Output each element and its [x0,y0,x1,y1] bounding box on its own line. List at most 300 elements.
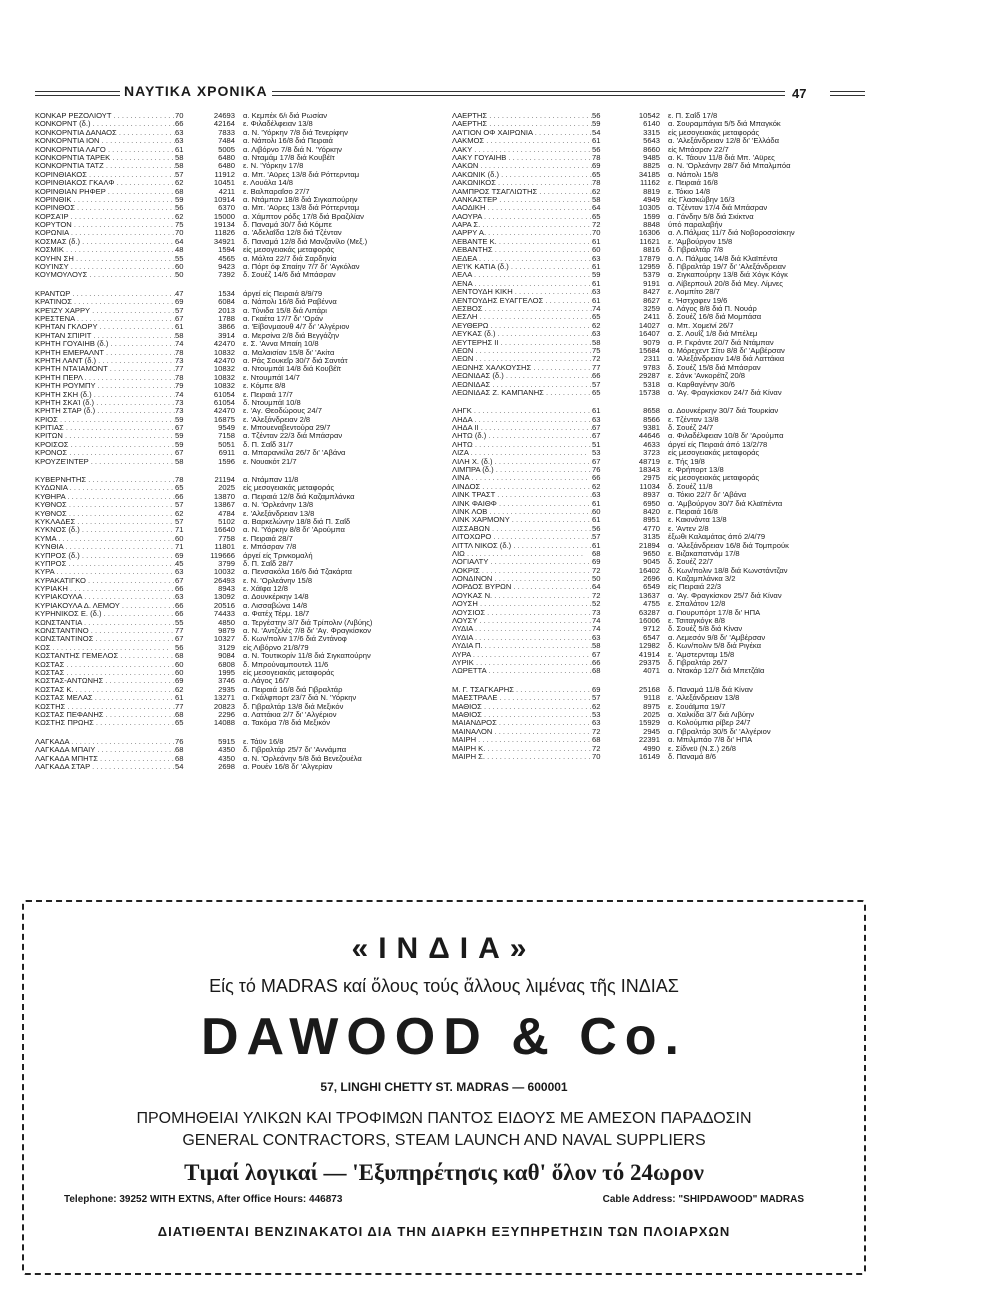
ship-tonnage: 8943 [218,585,235,594]
ship-name: Μ. Γ. ΤΣΑΓΚΑΡΗΣ . . . [452,686,592,694]
ship-tonnage: 6140 [643,120,660,129]
ship-name: ΛΕΩΝΙΔΑΣ . . . [452,381,592,389]
ship-year: 76 [592,466,601,475]
ship-row [452,432,872,440]
ship-status: ε. Φιλαδέλφειαν 13/8 [243,120,313,129]
ship-tonnage: 15000 [213,212,235,221]
ship-name: ΚΟΥΗΝ ΣΗ . . . [35,255,175,263]
ship-tonnage: 48719 [638,457,660,466]
ship-name: ΚΡΙΤΙΑΣ . . . [35,424,175,432]
ship-status: δ. Π. Σαΐδ 28/7 [243,559,294,568]
ship-row [452,238,872,246]
ship-tonnage: 2025 [643,710,660,719]
ship-year: 53 [592,449,601,458]
ship-status: ε. Χάϊφα 12/8 [243,585,288,594]
ship-row [452,508,872,516]
ship-row [452,389,872,397]
ship-tonnage: 1788 [218,314,235,323]
ship-name: ΜΑΘΙΟΣ . . . [452,711,592,719]
ship-name: ΛΙΛΗ Χ. (δ.) . . . [452,458,592,466]
ship-tonnage: 44646 [638,432,660,441]
ship-year: 58 [592,338,601,347]
ship-name: ΜΑΙΡΗ Κ. . . . [452,745,592,753]
ship-tonnage: 1596 [218,457,235,466]
ship-status: είς Γλασκώβην 16/3 [668,195,735,204]
ship-row [35,255,430,263]
ship-row [452,753,872,761]
ship-year: 69 [592,685,601,694]
ship-name: ΛΕΩΝΙΔΑΣ Ζ. ΚΑΜΠΑΝΗΣ . . . [452,389,592,397]
ship-tonnage: 5051 [218,440,235,449]
ship-row [35,315,430,323]
ship-name: ΚΟΝΚΟΡΝΤΙΑ ΔΑΝΑΟΣ . . . [35,129,175,137]
ship-status: α. Φιλαδέλφειαν 10/8 δι' 'Αρούμπα [668,432,784,441]
ship-name: ΚΩΣ . . . [35,644,175,652]
ship-row [452,171,872,179]
ship-year: 62 [175,509,184,518]
ship-year: 64 [592,583,601,592]
ship-name: ΚΡΗΤΗ ΛΑΝΤ (δ.) . . . [35,357,175,365]
ship-year: 59 [175,195,184,204]
ship-tonnage: 9423 [218,263,235,272]
ship-row [452,686,872,694]
ship-row [35,374,430,382]
header-rule-right [830,91,865,92]
ship-list-right-column [452,112,872,771]
ship-name: ΚΥΡΙΑΚΟΥΛΑ . . . [35,593,175,601]
ship-year: 61 [175,694,184,703]
ship-name: ΛΑΟΔΙΚΗ . . . [452,204,592,212]
ship-row [452,642,872,650]
ship-year: 68 [592,549,601,558]
ship-name: ΛΕΥΤΕΡΗΣ ΙΙ . . . [452,339,592,347]
ship-name: ΛΑΚΩΝΙΚΟΣ . . . [452,179,592,187]
ship-year: 61 [592,296,601,305]
ship-tonnage: 2945 [643,727,660,736]
ship-name: ΚΟΣΜΙΚ . . . [35,246,175,254]
ship-tonnage: 9650 [643,549,660,558]
ship-tonnage: 6084 [218,298,235,307]
header-rule-left-2 [35,95,121,96]
ship-tonnage: 10832 [213,382,235,391]
ship-row [35,568,430,576]
ship-row [452,525,872,533]
ship-tonnage: 3315 [643,128,660,137]
ship-year: 61 [592,137,601,146]
ship-tonnage: 4071 [643,667,660,676]
ship-tonnage: 7833 [218,128,235,137]
ship-year: 72 [592,727,601,736]
ship-status: ε. 'Αγ. Θεοδώρους 24/7 [243,407,322,416]
ship-status: είς Λιβόρνο 21/8/79 [243,643,309,652]
ship-row [452,575,872,583]
ship-tonnage: 42164 [213,120,235,129]
ship-status: α. Πειραιά 12/8 διά Καζαμπλάνκα [243,492,355,501]
ship-name: ΚΡΕΣΤΕΝΑ . . . [35,315,175,323]
ship-year: 62 [175,685,184,694]
ship-tonnage: 12982 [638,642,660,651]
ship-tonnage: 4770 [643,524,660,533]
ship-year: 68 [175,652,184,661]
ship-tonnage: 16407 [638,330,660,339]
ship-status: α. Λεμεσόν 9/8 δι' 'Αμβέρσαν [668,633,766,642]
ship-year: 57 [175,306,184,315]
ship-name: ΚΡΗΤΑΝ ΣΠΙΡΙΤ . . . [35,332,175,340]
ship-status: ε. Νουακότ 21/7 [243,457,297,466]
ship-year: 60 [592,507,601,516]
ship-year: 57 [175,501,184,510]
ship-tonnage: 8825 [643,162,660,171]
ship-year: 56 [592,145,601,154]
ship-year: 69 [592,558,601,567]
ship-status: α. Χαλκίδα 3/7 διά Λιβύην [668,710,755,719]
ship-status: α. Γιβραλτάρ 30/5 δι' 'Αλγέριον [668,727,771,736]
ship-tonnage: 13637 [638,591,660,600]
ship-status: α. Τζένταν 17/4 διά Μπάσραν [668,204,768,213]
ship-name: ΛΙΝΑ . . . [452,474,592,482]
ship-row [452,204,872,212]
ship-status: α. Μόρεχεντ Σίτυ 8/8 δι' 'Αμβέρσαν [668,346,785,355]
ship-row [35,738,430,746]
ship-status: α. Χάμπτον ρόδς 17/8 διά Βραζιλίαν [243,212,364,221]
ship-row [452,416,872,424]
ship-year: 72 [592,566,601,575]
ship-status: ε. Σουάϊμπα 19/7 [668,702,726,711]
ship-year: 66 [592,474,601,483]
ship-row [452,592,872,600]
ship-name: ΚΥΝΘΙΑ . . . [35,543,175,551]
ship-name: ΛΑΚΩΝΙΚ (δ.) . . . [452,171,592,179]
ship-row [452,246,872,254]
ship-year: 72 [592,744,601,753]
ship-year: 58 [592,195,601,204]
ship-tonnage: 8848 [643,221,660,230]
ship-tonnage: 10832 [213,373,235,382]
ship-year: 66 [175,610,184,619]
ship-status: ε. Κακινάντα 13/8 [668,516,727,525]
ship-status: α. Ντάμπαν 11/8 [243,476,299,485]
ship-year: 67 [592,457,601,466]
ship-status: δ. Γιβραλτάρ 26/7 [668,659,728,667]
ship-name: ΛΑΚΥ ΓΟΥΑΙΗΒ . . . [452,154,592,162]
ship-status: α. Νταμάμ 17/8 διά Κουβέϊτ [243,153,335,162]
ship-row [452,466,872,474]
ship-name: ΚΡΗΤΗ ΝΤΑΊΑΜΟΝΤ . . . [35,365,175,373]
ship-group [35,738,430,772]
ship-name: ΚΩΣΤΑΣ . . . [35,661,175,669]
ship-year: 67 [175,314,184,323]
ship-row [35,552,430,560]
ship-row [35,146,430,154]
page-number: 47 [792,86,807,101]
ship-status: δ. Σουέζ 24/7 [668,424,714,433]
ship-row [35,686,430,694]
ship-status: ε. Τόκιο 14/8 [668,187,711,196]
ship-row [452,728,872,736]
ship-row [35,493,430,501]
ad-address: 57, LINGHI CHETTY ST. MADRAS — 600001 [320,1080,568,1094]
ship-year: 77 [175,365,184,374]
ship-year: 62 [175,212,184,221]
ship-tonnage: 7758 [218,534,235,543]
ship-group [35,476,430,728]
ship-row [452,347,872,355]
ship-name: ΚΩΣΤΗΣ . . . [35,703,175,711]
ship-tonnage: 10451 [213,179,235,188]
ship-row [35,332,430,340]
ship-year: 75 [592,346,601,355]
ship-row [35,449,430,457]
ship-status: α. Δουνκέρκην 30/7 διά Τουρκίαν [668,407,779,416]
ship-tonnage: 8627 [643,296,660,305]
ship-name: ΛΥΡΑ . . . [452,651,592,659]
ship-tonnage: 26493 [213,576,235,585]
ship-year: 67 [175,424,184,433]
ship-year: 74 [592,617,601,626]
ship-row [452,271,872,279]
ship-name: ΚΡΙΟΣ . . . [35,416,175,424]
ship-tonnage: 8816 [643,246,660,255]
ship-status: α. Τζένταν 22/3 διά Μπάσραν [243,432,343,441]
ship-year: 68 [175,746,184,755]
ship-row [35,484,430,492]
ship-year: 65 [175,719,184,728]
ship-tonnage: 2025 [218,484,235,493]
ship-status: α. Πενσακόλα 16/6 διά Τζακάρτα [243,568,352,577]
ship-row [35,669,430,677]
ship-status: α. Τόκιο 22/7 δι' 'Αβάνα [668,491,747,500]
ship-row [452,146,872,154]
ship-year: 61 [592,279,601,288]
ship-row [35,510,430,518]
ship-year: 64 [592,204,601,213]
ship-name: ΛΑΟΥΡΑ . . . [452,213,592,221]
ship-tonnage: 10305 [638,204,660,213]
ship-year: 65 [592,388,601,397]
ship-row [452,288,872,296]
ship-year: 67 [175,635,184,644]
ship-row [452,458,872,466]
ship-tonnage: 3799 [218,559,235,568]
ship-name: ΛΑΓΚΑΔΑ ΜΠΗΤΣ . . . [35,755,175,763]
ship-row [35,213,430,221]
ship-tonnage: 11162 [640,179,660,188]
ship-name: ΚΥΡΗΝΙΚΟΣ Ε. (δ.) . . . [35,610,175,618]
ship-status: είς Πειραιά 22/3 [668,583,722,592]
ship-name: ΚΩΣΤΑΣ-ΑΝΤΩΝΗΣ . . . [35,677,175,685]
ship-year: 61 [592,516,601,525]
ship-row [452,567,872,575]
ship-name: ΚΥΚΛΑΔΕΣ . . . [35,518,175,526]
ship-name: ΚΟΝΚΟΡΝΤΙΑ ΙΟΝ . . . [35,137,175,145]
ship-year: 70 [175,229,184,238]
ship-row [35,112,430,120]
ship-status: α. Ράς Σουκεΐρ 30/7 διά Σαντάτ [243,356,348,365]
ship-status: α. Μπ. Χομεϊνί 26/7 [668,321,734,330]
ship-name: ΛΙΝΚ ΦΑΙΘΦ . . . [452,500,592,508]
ship-year: 70 [175,112,184,120]
ship-status: α. Ν. 'Υόρκην 8/8 δι' 'Αρούμπα [243,526,345,535]
ship-year: 78 [175,476,184,485]
ship-row [35,694,430,702]
ship-tonnage: 4633 [643,440,660,449]
ship-row [452,229,872,237]
ship-year: 72 [592,355,601,364]
ship-status: δ. Σουέζ 5/8 διά Κίναν [668,625,743,634]
ship-status: α. Μπ. 'Αϋρες 13/8 διά Ρόττερνταμ [243,204,360,213]
ship-status: ε. Λουάλα 14/8 [243,179,293,188]
ship-name: ΛΙΤΤΛ ΝΙΚΟΣ (δ.) . . . [452,542,592,550]
page-header [35,80,865,104]
ship-status: δ. Παναμά 8/6 [668,752,716,761]
ship-status: δ. Κων/πολιν 18/8 διά Κωνστάντζαν [668,566,788,575]
ship-status: ε. Φρήπορτ 13/8 [668,466,724,475]
ship-status: ε. Βιζακαπατνάμ 17/8 [668,549,740,558]
ship-row [35,661,430,669]
header-rule-middle [270,91,785,92]
ship-year: 60 [592,246,601,255]
ship-name: ΛΟΓΙΑΛΤΥ . . . [452,558,592,566]
ship-tonnage: 9381 [643,424,660,433]
ship-name: ΛΗΤΩ . . . [452,441,592,449]
ship-year: 62 [592,702,601,711]
ship-name: ΚΩΣΤΑΝΤΗΣ ΓΕΜΕΛΟΣ . . . [35,652,175,660]
ship-tonnage: 63287 [638,608,660,617]
ship-year: 52 [592,600,601,609]
ship-name: ΛΕΩΝΙΔΑΣ (δ.) . . . [452,372,592,380]
ship-name: ΚΥΚΝΟΣ (δ.) . . . [35,526,175,534]
ship-year: 60 [175,669,184,677]
ship-year: 67 [592,424,601,433]
ship-name: ΛΑΡΑ Σ. . . . [452,221,592,229]
ship-row [452,162,872,170]
ship-group [452,407,872,676]
ship-row [35,188,430,196]
ship-tonnage: 5379 [643,271,660,280]
ship-row [452,694,872,702]
ship-year: 67 [175,576,184,585]
ship-tonnage: 9118 [643,694,660,703]
ship-name: ΛΕΒΑΝΤΕ Κ. . . . [452,238,592,246]
ship-name: ΛΕΔΕΑ . . . [452,255,592,263]
ship-year: 65 [592,170,601,179]
ship-tonnage: 2696 [643,575,660,584]
ship-name: ΚΡΟΝΟΣ . . . [35,449,175,457]
ship-tonnage: 16875 [213,415,235,424]
ship-status: α. Γκάλφπορτ 23/7 διά Ν. 'Υόρκην [243,694,357,703]
ad-cable-address: Cable Address: "SHIPDAWOOD" MADRAS [602,1194,804,1205]
ship-status: α. Βαρκελώνην 18/8 διά Π. Σαΐδ [243,517,351,526]
ship-row [35,719,430,727]
ship-year: 72 [592,221,601,230]
ship-tonnage: 10542 [638,112,660,120]
ship-status: α. Τακόμα 7/8 διά Μεξικόν [243,719,331,728]
ship-status: α. Νάπολι 16/8 διά Πειραιά [243,137,333,146]
ship-name: ΚΡΑΝΤΩΡ . . . [35,290,175,298]
ship-tonnage: 7158 [218,432,235,441]
ship-year: 51 [592,440,601,449]
ship-status: ε. 'Ηστχαφεν 19/6 [668,296,728,305]
ship-year: 58 [175,457,184,466]
ship-year: 63 [592,330,601,339]
ship-name: ΛΩΡΕΤΤΑ . . . [452,667,592,675]
ship-status: α. Γκαέτα 17/7 δι' 'Οράν [243,314,323,323]
ship-status: ε. Σ. 'Αννα Μπαίη 10/8 [243,340,319,349]
ship-tonnage: 16402 [638,566,660,575]
ship-tonnage: 10832 [213,348,235,357]
ship-year: 65 [592,212,601,221]
ship-status: α. Φατέχ Τέρμ. 18/7 [243,610,310,619]
ship-name: ΛΙΜΠΡΑ (δ.) . . . [452,466,592,474]
ship-row [35,593,430,601]
ship-name: ΚΡΗΤΗ ΡΟΥΜΠΥ . . . [35,382,175,390]
ship-status: έξωθι Καλαμάτας άπό 2/4/79 [668,533,766,542]
ship-row [35,585,430,593]
ship-row [35,382,430,390]
ship-row [452,483,872,491]
ship-name: ΛΕΥΚΑΣ (δ.) . . . [452,330,592,338]
ship-tonnage: 29287 [638,372,660,381]
ship-tonnage: 2311 [643,355,660,364]
ship-tonnage: 16006 [638,617,660,626]
ship-year: 61 [592,499,601,508]
ship-tonnage: 1995 [218,669,235,677]
ship-year: 78 [175,348,184,357]
ship-name: ΜΑΙΡΗ Σ. . . . [452,753,592,761]
ship-name: ΛΟΡΔΟΣ ΒΥΡΩΝ . . . [452,583,592,591]
ship-row [452,703,872,711]
ship-row [452,280,872,288]
ship-status: α. Γιουρυπόρτ 17/8 δι' ΗΠΑ [668,608,761,617]
ship-name: ΛΙΝΔΟΣ . . . [452,483,592,491]
ship-row [35,129,430,137]
ship-row [452,424,872,432]
ship-name: ΚΟΡΙΝΘΙΚ . . . [35,196,175,204]
ship-status: ε. Μπάσραν 7/8 [243,543,297,552]
ship-status: δ. Σουέζ 16/8 διά Μομπάσα [668,313,762,322]
ship-name: ΜΑΙΝΑΛΟΝ . . . [452,728,592,736]
ship-name: ΛΕΩΝ . . . [452,347,592,355]
ship-row [452,745,872,753]
ad-footer: ΔΙΑΤΙΘΕΝΤΑΙ ΒΕΝΖΙΝΑΚΑΤΟΙ ΔΙΑ ΤΗΝ ΔΙΑΡΚΗ ΕΞΥΠΗΡΕΤΗΣΙΝ ΤΩΝ ΠΛΟΙΑΡΧΩΝ [157,1224,731,1239]
ship-row [452,188,872,196]
ship-tonnage: 4949 [643,195,660,204]
ship-tonnage: 8566 [643,415,660,424]
ship-row [35,602,430,610]
ship-row [35,154,430,162]
ship-year: 68 [175,754,184,763]
ship-name: ΚΩΣΤΑΣ ΠΕΦΑΝΗΣ . . . [35,711,175,719]
ship-year: 69 [175,551,184,560]
ship-status: α. Ν. 'Ορλεάνην 28/7 διά Μπαλμπόα [668,162,791,171]
ship-status: ε. Τάϋν 16/8 [243,737,284,746]
ship-name: ΚΟΝΚΟΡΝΤΙΑ ΛΑΓΟ . . . [35,146,175,154]
ship-name: ΜΑΙΡΗ . . . [452,736,592,744]
ship-row [35,263,430,271]
ship-tonnage: 4755 [643,600,660,609]
ship-year: 59 [592,271,601,280]
ship-tonnage: 7392 [218,271,235,280]
ship-name: ΚΥΡΙΑΚΗ . . . [35,585,175,593]
ship-name: ΚΩΝΣΤΑΝΤΙΝΟ . . . [35,627,175,635]
ship-status: άργεί είς Πειραιά άπό 13/2/78 [668,440,768,449]
ship-row [452,500,872,508]
ship-row [35,271,430,279]
ship-row [452,339,872,347]
ship-tonnage: 10914 [213,195,235,204]
ship-status: δ. Παναμά 30/7 διά Κόμπε [243,221,332,230]
ship-year: 61 [175,323,184,332]
